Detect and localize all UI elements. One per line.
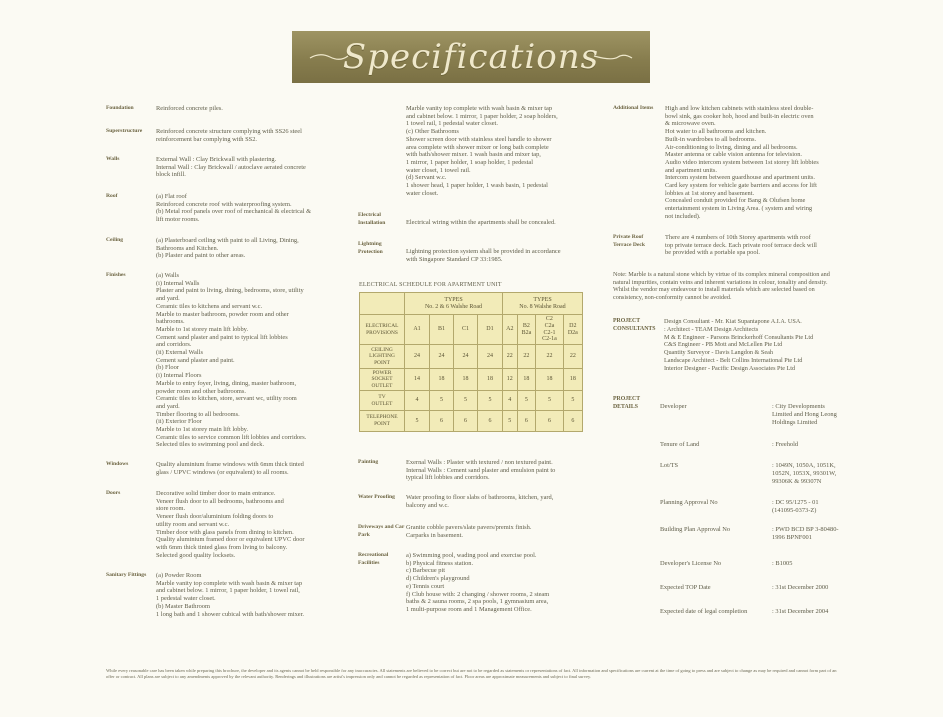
- electrical-schedule-title: ELECTRICAL SCHEDULE FOR APARTMENT UNIT: [359, 282, 502, 288]
- page-title: Specifications: [342, 37, 600, 77]
- cell: 18: [563, 369, 582, 391]
- type-head: B1: [429, 315, 453, 345]
- detail-value: : City Developments Limited and Hong Leong Holdings Limited: [772, 403, 837, 426]
- cell: 6: [477, 411, 502, 432]
- spec-text: Decorative solid timber door to main entrance. Veneer flush door to all bedrooms, bathrooms and store room. Veneer flush door/aluminium folding doors to utility room and servant w.c. Timber door with glass panels from dining to kitchen. Quality aluminium framed door or equivalent UPVC door with 6mm thick tinted glass from living to balcony. Selected good quality locksets.: [156, 490, 305, 559]
- spec-text: Lightning protection system shall be provided in accordance with Singapore Standard CP 33:1985.: [406, 248, 561, 263]
- spec-text: Reinforced concrete structure complying with SS26 steel reinforcement bar complying with SS2.: [156, 128, 302, 143]
- detail-key: Developer's License No: [660, 560, 722, 567]
- row-label: POWER SOCKET OUTLET: [360, 369, 405, 391]
- cell: 6: [536, 411, 563, 432]
- cell: 5: [536, 391, 563, 411]
- spec-text: Marble vanity top complete with wash basin & mixer tap and cabinet below. 1 mirror, 1 paper holder, 2 soap holders, 1 towel rail, 1 pedestal water closet. (c) Other Bathrooms Shower screen door with stainless steel handle to shower area complete with shower mixer or long bath complete with bath/shower mixer. 1 wash basin and mixer tap, 1 mirror, 1 paper holder, 1 soap holder, 1 pedestal water closet, 1 towel rail. (d) Servant w.c. 1 shower head, 1 paper holder, 1 wash basin, 1 pedestal water closet.: [406, 105, 558, 197]
- disclaimer-footer: While every reasonable care has been taken while preparing this brochure, the developer and its agents cannot be held responsible for any inaccuracies. All statements are believed to be correct but are not to be regarded as statements or representations of fact. All information and specifications are current at the time of going to press and are subject to change as may be required and cannot form part of an offer or contract. All plans are subject to any amendments approved by the relevant authority. Renderings and illustrations are artist's impression only and cannot be regarded as representation of fact. Floor areas are approximate measurements and subject to final survey.: [106, 668, 837, 679]
- cell: 6: [429, 411, 453, 432]
- left-swash-ornament: [308, 52, 350, 62]
- cell: 18: [453, 369, 477, 391]
- spec-text: (a) Flat roof Reinforced concrete roof with waterproofing system. (b) Metal roof panels over roof of mechanical & electrical & lift motor rooms.: [156, 193, 312, 224]
- spec-text: (a) Powder Room Marble vanity top complete with wash basin & mixer tap and cabinet below. 1 mirror, 1 paper holder, 1 towel rail, 1 pedestal water closet. (b) Master Bathroom 1 long bath and 1 shower cubical with bath/shower mixer.: [156, 572, 305, 618]
- spec-text: (a) Walls (i) Internal Walls Plaster and paint to living, dining, bedrooms, store, utility and yard. Ceramic tiles to kitchens and servant w.c. Marble to master bathroom, powder room and other bathrooms. Marble to 1st storey main lift lobby. Cement sand plaster and paint to typical lift lobbies and corridors. (ii) External Walls Cement sand plaster and paint. (b) Floor (i) Internal Floors Marble to entry foyer, living, dining, master bathroom, powder room and other bathrooms. Ceramic tiles to kitchen, store, servant wc, utility room and yard. Timber flooring to all bedrooms. (ii) Exterior Floor Marble to 1st storey main lift lobby. Ceramic tiles to service common lift lobbies and corridors. Selected tiles to swimming pool and deck.: [156, 272, 307, 449]
- cell: 12: [502, 369, 517, 391]
- type-head: C1: [453, 315, 477, 345]
- row-label: TV OUTLET: [360, 391, 405, 411]
- cell: 4: [502, 391, 517, 411]
- table-row: [360, 391, 583, 411]
- spec-label: Superstructure: [106, 128, 143, 134]
- cell: 22: [517, 345, 536, 369]
- spec-label: Roof: [106, 193, 118, 199]
- cell: 22: [536, 345, 563, 369]
- type-head: C2 C2a C2-1 C2-1a: [536, 315, 563, 345]
- cell: 24: [429, 345, 453, 369]
- spec-text: Quality aluminium frame windows with 6mm thick tinted glass / UPVC windows (or equivalent) to all rooms.: [156, 461, 304, 476]
- cell: 22: [502, 345, 517, 369]
- table-row: [360, 411, 583, 432]
- spec-label: Ceiling: [106, 237, 124, 243]
- spec-label: Doors: [106, 490, 121, 496]
- spec-label: Sanitary Fittings: [106, 572, 147, 578]
- consultants-label: PROJECT CONSULTANTS: [613, 318, 656, 332]
- detail-value: : PWD BCD BP 3-80480- 1996 BPNF001: [772, 526, 839, 541]
- spec-text: a) Swimming pool, wading pool and exercise pool. b) Physical fitness station. c) Barbecue pit d) Children's playground e) Tennis court f) Club house with: 2 changing / shower rooms, 2 steam baths & 2 sauna rooms, 2 spa pools, 1 gymnasium area, 1 multi-purpose room and 1 Management Office.: [406, 552, 550, 613]
- electrical-schedule-table: [359, 292, 583, 432]
- cell: 5: [405, 411, 430, 432]
- cell: 18: [429, 369, 453, 391]
- spec-text: Granite cobble pavers/slate pavers/premix finish. Carparks in basement.: [406, 524, 532, 539]
- type-head: A1: [405, 315, 430, 345]
- table-row: [360, 345, 583, 369]
- cell: 18: [517, 369, 536, 391]
- spec-label: Electrical Installation: [358, 212, 386, 226]
- cell: 5: [502, 411, 517, 432]
- cell: 6: [517, 411, 536, 432]
- detail-key: Developer: [660, 403, 687, 410]
- specifications-banner: [292, 31, 650, 83]
- spec-label: Finishes: [106, 272, 126, 278]
- type-head: B2 B2a: [517, 315, 536, 345]
- detail-key: Tenure of Land: [660, 441, 700, 448]
- spec-text: Exernal Walls : Plaster with textured / non textured paint. Internal Walls : Cement sand plaster and emulsion paint to typical lift lobbies and corridors.: [406, 459, 556, 482]
- detail-key: Expected date of legal completion: [660, 608, 748, 615]
- table-row: [360, 369, 583, 391]
- spec-text: External Wall : Clay Brickwall with plastering. Internal Wall : Clay Brickwall / autoclave aerated concrete block infill.: [156, 156, 306, 179]
- detail-key: Lot/TS: [660, 462, 679, 469]
- detail-key: Planning Approval No: [660, 499, 718, 506]
- cell: 5: [453, 391, 477, 411]
- cell: 24: [477, 345, 502, 369]
- details-label: PROJECT DETAILS: [613, 396, 641, 410]
- type-head: A2: [502, 315, 517, 345]
- provisions-label: ELECTRICAL PROVISIONS: [360, 315, 405, 345]
- cell: 14: [405, 369, 430, 391]
- cell: 18: [536, 369, 563, 391]
- type-head: D1: [477, 315, 502, 345]
- detail-value: : DC 95/1275 - 01 (141095-0373-Z): [772, 499, 819, 514]
- spec-label: Painting: [358, 459, 379, 465]
- detail-key: Expected TOP Date: [660, 584, 711, 591]
- right-swash-ornament: [592, 52, 634, 62]
- spec-label: Driveways and Car Park: [358, 524, 405, 538]
- cell: 5: [477, 391, 502, 411]
- spec-label: Private Roof Terrace Deck: [613, 234, 645, 248]
- spec-label: Foundation: [106, 105, 134, 111]
- detail-value: : 31st December 2000: [772, 584, 829, 591]
- row-label: CEILING LIGHTING POINT: [360, 345, 405, 369]
- types-header-b: TYPES No. 8 Walshe Road: [502, 293, 582, 315]
- cell: 24: [453, 345, 477, 369]
- spec-label: Additional Items: [613, 105, 654, 111]
- spec-text: Water proofing to floor slabs of bathrooms, kitchen, yard, balcony and w.c.: [406, 494, 554, 509]
- spec-text: (a) Plasterboard ceiling with paint to all Living, Dining, Bathrooms and Kitchen. (b) Plaster and paint to other areas.: [156, 237, 299, 260]
- detail-value: : 1049N, 1050A, 1051K, 1052N, 1053X, 99301W, 99306K & 99307N: [772, 462, 837, 485]
- spec-label: Walls: [106, 156, 120, 162]
- cell: 18: [477, 369, 502, 391]
- type-head: D2 D2a: [563, 315, 582, 345]
- cell: 6: [453, 411, 477, 432]
- cell: 22: [563, 345, 582, 369]
- spec-label: Water Proofing: [358, 494, 395, 500]
- consultants-text: Design Consultant - Mr. Kiat Supantapone A.I.A. USA. : Architect - TEAM Design Architects M & E Engineer - Parsons Brinckerhoff Consultants Pte Ltd C&S Engineer - PB Mott and McLellen Pte Ltd Quantity Surveyor - Davis Langdon & Seah Landscape Architect - Belt Collins International Pte Ltd Interior Designer - Pacific Design Associates Pte Ltd: [664, 318, 814, 372]
- cell: 5: [563, 391, 582, 411]
- types-header-a: TYPES No. 2 & 6 Walshe Road: [405, 293, 503, 315]
- marble-note: Note: Marble is a natural stone which by virtue of its complex mineral composition and natural impurities, contain veins and inherent variations in colour, tonality and density. Whilst the vendor may endeavour to install materials which are selected based on consistency, non-conformity cannot be avoided.: [613, 271, 830, 301]
- row-label: TELEPHONE POINT: [360, 411, 405, 432]
- spec-text: There are 4 numbers of 10th Storey apartments with roof top private terrace deck. Each private roof terrace deck will be provided with a portable spa pool.: [665, 234, 817, 257]
- cell: 4: [405, 391, 430, 411]
- detail-value: : Freehold: [772, 441, 799, 448]
- spec-text: Electrical wiring within the apartments shall be concealed.: [406, 219, 556, 226]
- detail-value: : B1005: [772, 560, 793, 567]
- detail-key: Building Plan Approval No: [660, 526, 731, 533]
- corner-cell: [360, 293, 405, 315]
- detail-value: : 31st December 2004: [772, 608, 829, 615]
- cell: 5: [429, 391, 453, 411]
- spec-text: High and low kitchen cabinets with stainless steel double- bowl sink, gas cooker hob, hood and built-in electric oven & microwave oven. Hot water to all bathrooms and kitchen. Built-in wardrobes to all bedrooms. Air-conditioning to living, dining and all bedrooms. Master antenna or cable vision antenna for television. Audio video intercom system between 1st storey lift lobbies and apartment units. Intercom system between guardhouse and apartment units. Card key system for vehicle gate barriers and access for lift lobbies at 1st storey and basement. Concealed conduit provided for Bang & Olufsen home entertainment system in Living Area. ( system and wiring not included).: [665, 105, 819, 220]
- cell: 6: [563, 411, 582, 432]
- cell: 5: [517, 391, 536, 411]
- spec-label: Lightning Protection: [358, 241, 383, 255]
- spec-label: Recreational Facilities: [358, 552, 389, 566]
- spec-label: Windows: [106, 461, 129, 467]
- spec-text: Reinforced concrete piles.: [156, 105, 223, 112]
- cell: 24: [405, 345, 430, 369]
